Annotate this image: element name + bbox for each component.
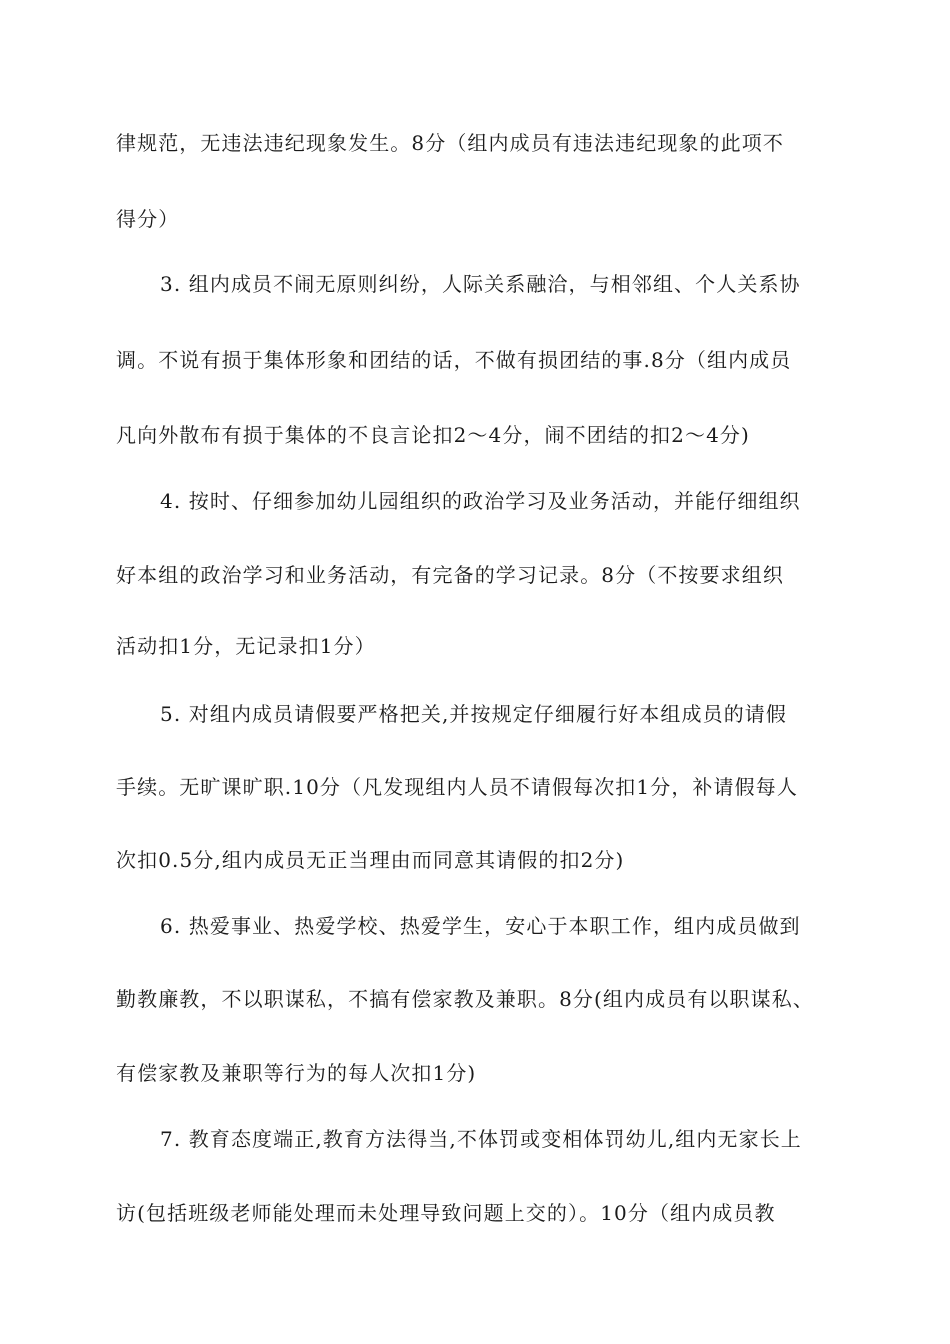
- text-line: 凡向外散布有损于集体的不良言论扣2～4分，闹不团结的扣2～4分): [116, 423, 750, 447]
- text-line: 访(包括班级老师能处理而未处理导致问题上交的）。10分（组内成员教: [116, 1201, 776, 1225]
- text-line: 7. 教育态度端正,教育方法得当,不体罚或变相体罚幼儿,组内无家长上: [160, 1127, 802, 1151]
- text-line: 手续。无旷课旷职.10分（凡发现组内人员不请假每次扣1分，补请假每人: [116, 775, 798, 799]
- text-line: 4. 按时、仔细参加幼儿园组织的政治学习及业务活动，并能仔细组织: [160, 489, 801, 513]
- text-line: 次扣0.5分,组内成员无正当理由而同意其请假的扣2分): [116, 848, 625, 872]
- text-line: 调。不说有损于集体形象和团结的话，不做有损团结的事.8分（组内成员: [116, 348, 792, 372]
- text-line: 勤教廉教，不以职谋私，不搞有偿家教及兼职。8分(组内成员有以职谋私、: [116, 987, 814, 1011]
- text-line: 好本组的政治学习和业务活动，有完备的学习记录。8分（不按要求组织: [116, 563, 784, 587]
- text-line: 有偿家教及兼职等行为的每人次扣1分): [116, 1061, 477, 1085]
- text-line: 得分）: [116, 207, 180, 231]
- text-line: 活动扣1分，无记录扣1分）: [116, 634, 376, 658]
- text-line: 3. 组内成员不闹无原则纠纷，人际关系融洽，与相邻组、个人关系协: [160, 272, 801, 296]
- text-line: 律规范，无违法违纪现象发生。8分（组内成员有违法违纪现象的此项不: [116, 131, 784, 155]
- text-line: 5. 对组内成员请假要严格把关,并按规定仔细履行好本组成员的请假: [160, 702, 787, 726]
- text-line: 6. 热爱事业、热爱学校、热爱学生，安心于本职工作，组内成员做到: [160, 914, 801, 938]
